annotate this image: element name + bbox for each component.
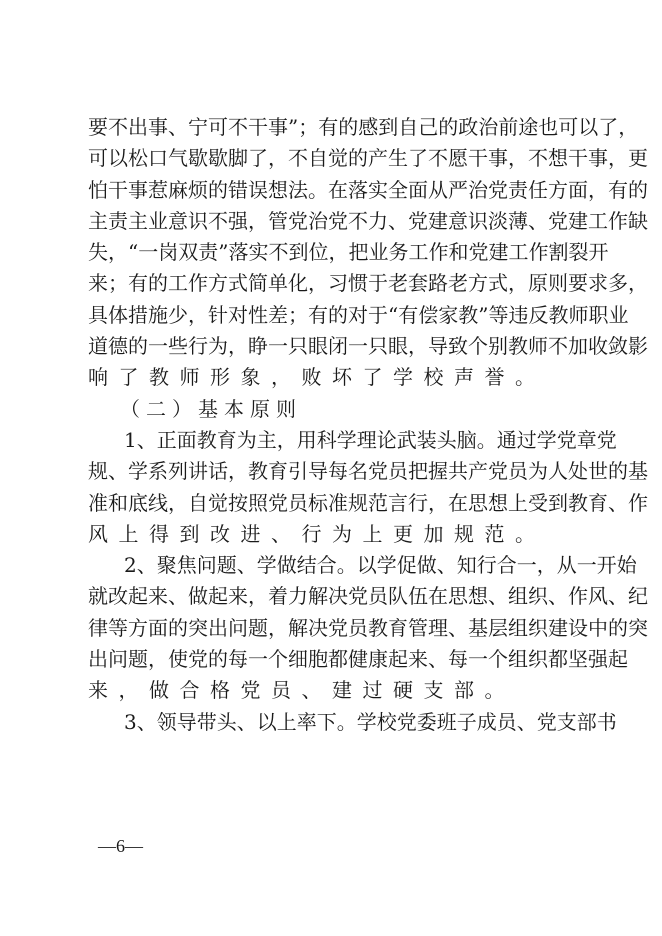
text-line: 来；有的工作方式简单化，习惯于老套路老方式，原则要求多， <box>88 271 648 296</box>
text-line: 要不出事、宁可不干事”；有的感到自己的政治前途也可以了， <box>88 115 639 139</box>
text-line: 律等方面的突出问题，解决党员教育管理、基层组织建设中的突 <box>88 615 648 640</box>
text-line: 出问题，使党的每一个细胞都健康起来、每一个组织都坚强起 <box>88 647 628 672</box>
text-line: 响了教师形象，败坏了学校声誉。 <box>88 365 546 390</box>
principle-3-start: 3、领导带头、以上率下。学校党委班子成员、党支部书 <box>124 709 617 734</box>
text-line: 主责主业意识不强，管党治党不力、党建意识淡薄、党建工作缺 <box>88 208 648 233</box>
text-line: 失，“一岗双责”落实不到位，把业务工作和党建工作割裂开 <box>88 240 609 265</box>
document-body <box>88 112 648 738</box>
text-line: 来，做合格党员、建过硬支部。 <box>88 678 515 703</box>
text-line: 风上得到改进、行为上更加规范。 <box>88 521 546 546</box>
text-line: 怕干事惹麻烦的错误想法。在落实全面从严治党责任方面，有的 <box>88 177 648 202</box>
principle-2-start: 2、聚焦问题、学做结合。以学促做、知行合一，从一开始 <box>124 553 637 578</box>
section-heading: （二）基本原则 <box>120 396 302 421</box>
text-line: 准和底线，自觉按照党员标准规范言行，在思想上受到教育、作 <box>88 490 648 515</box>
text-line: 可以松口气歇歇脚了，不自觉的产生了不愿干事，不想干事，更 <box>88 146 648 171</box>
page-number: —6— <box>98 836 143 856</box>
text-line: 道德的一些行为，睁一只眼闭一只眼，导致个别教师不加收敛影 <box>88 334 648 359</box>
text-line: 具体措施少，针对性差；有的对于“有偿家教”等违反教师职业 <box>88 302 629 327</box>
principle-1-start: 1、正面教育为主，用科学理论武装头脑。通过学党章党 <box>124 427 617 452</box>
text-line: 就改起来、做起来，着力解决党员队伍在思想、组织、作风、纪 <box>88 584 648 609</box>
text-line: 规、学系列讲话，教育引导每名党员把握共产党员为人处世的基 <box>88 459 648 484</box>
